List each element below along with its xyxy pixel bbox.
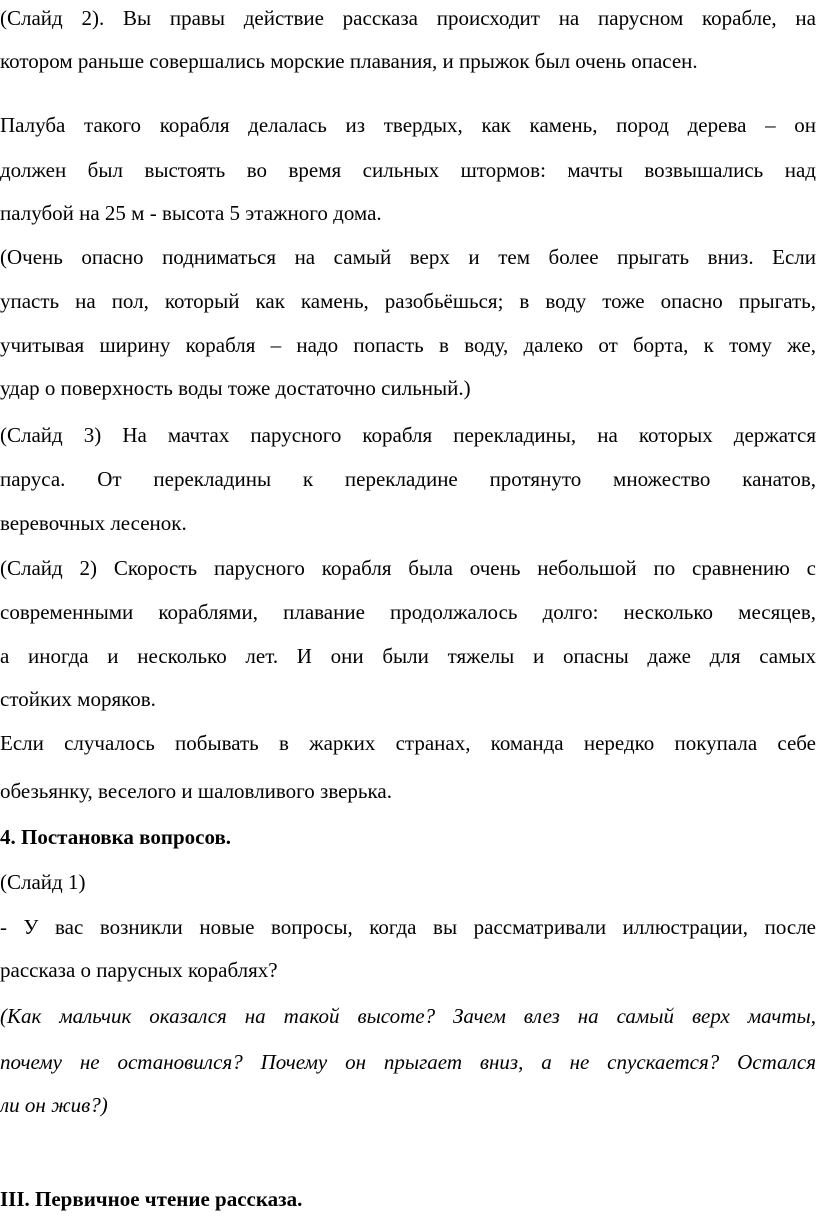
text-line-new-questions: - У вас возникли новые вопросы, когда вы рассматривали иллюстрации, после bbox=[0, 915, 816, 939]
text-line-danger: котором раньше совершались морские плавания, и прыжок был очень опасен. bbox=[0, 49, 698, 73]
text-line-mast-height: палубой на 25 м - высота 5 этажного дома. bbox=[0, 201, 382, 225]
text-line-italic-questions-1: (Как мальчик оказался на такой высоте? Зачем влез на самый верх мачты, bbox=[0, 1004, 816, 1028]
section-heading-first-reading: III. Первичное чтение рассказа. bbox=[0, 1187, 303, 1211]
text-line-slide3: (Слайд 3) На мачтах парусного корабля перекладины, на которых держатся bbox=[0, 423, 816, 447]
text-line-slide2-speed: (Слайд 2) Скорость парусного корабля была очень небольшой по сравнению с bbox=[0, 556, 816, 580]
text-line-ship-width: учитывая ширину корабля – надо попасть в воду, далеко от борта, к тому же, bbox=[0, 333, 816, 357]
text-line-storms: должен был выстоять во время сильных штормов: мачты возвышались над bbox=[0, 158, 816, 182]
text-line-slide2-intro: (Слайд 2). Вы правы действие рассказа происходит на парусном корабле, на bbox=[0, 6, 816, 30]
text-line-voyage: современными кораблями, плавание продолжалось долго: несколько месяцев, bbox=[0, 600, 816, 624]
text-line-ladders: веревочных лесенок. bbox=[0, 511, 187, 535]
text-line-hot-countries: Если случалось побывать в жарких странах, команда нередко покупала себе bbox=[0, 731, 816, 755]
text-line-dangerous-climb: (Очень опасно подниматься на самый верх и тем более прыгать вниз. Если bbox=[0, 245, 816, 269]
text-line-deck: Палуба такого корабля делалась из твердых, как камень, пород дерева – он bbox=[0, 113, 816, 137]
section-heading-questions: 4. Постановка вопросов. bbox=[0, 825, 232, 849]
text-line-italic-questions-3: ли он жив?) bbox=[0, 1093, 108, 1117]
text-line-impact: удар о поверхность воды тоже достаточно сильный.) bbox=[0, 376, 471, 400]
text-line-monkey: обезьянку, веселого и шаловливого зверька. bbox=[0, 779, 392, 803]
text-line-italic-questions-2: почему не остановился? Почему он прыгает вниз, а не спускается? Остался bbox=[0, 1050, 816, 1074]
text-line-fall: упасть на пол, который как камень, разобьёшься; в воду тоже опасно прыгать, bbox=[0, 289, 816, 313]
text-line-sails: паруса. От перекладины к перекладине протянуто множество канатов, bbox=[0, 467, 816, 491]
text-line-slide1: (Слайд 1) bbox=[0, 870, 86, 894]
text-line-years: а иногда и несколько лет. И они были тяжелы и опасны даже для самых bbox=[0, 644, 816, 668]
text-line-sailors: стойких моряков. bbox=[0, 687, 156, 711]
text-line-about-ships: рассказа о парусных кораблях? bbox=[0, 958, 278, 982]
